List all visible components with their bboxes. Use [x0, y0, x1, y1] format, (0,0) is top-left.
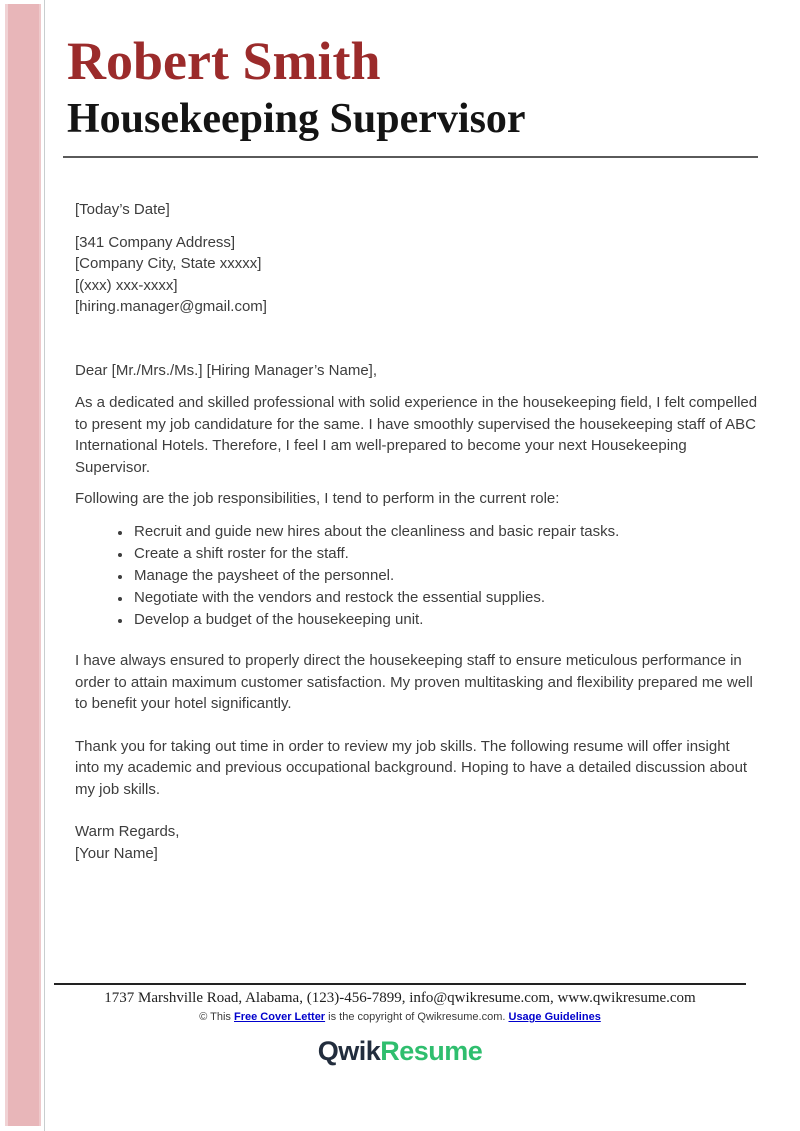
date-placeholder: [Today’s Date]: [75, 201, 170, 218]
footer-contact-line: 1737 Marshville Road, Alabama, (123)-456-7899, info@qwikresume.com, www.qwikresume.com: [104, 990, 696, 1006]
closing-paragraph: I have always ensured to properly direct the housekeeping staff to ensure meticulous performance in order to attain maximum customer satisfaction. My proven multitasking and flexibility prepared me well to benefit your hotel significantly.: [75, 652, 753, 712]
copyright-text: © This: [199, 1011, 234, 1023]
usage-guidelines-link[interactable]: Usage Guidelines: [508, 1011, 601, 1023]
letter-body: [75, 199, 758, 864]
logo-text-resume: Resume: [380, 1036, 483, 1066]
copyright-text: is the copyright of Qwikresume.com.: [325, 1011, 509, 1023]
list-item: • Recruit and guide new hires about the cleanliness and basic repair tasks.: [132, 521, 758, 543]
left-accent-divider-line: [44, 0, 45, 1131]
salutation: Dear [Mr./Mrs./Ms.] [Hiring Manager’s Name],: [75, 361, 378, 379]
address-line: [hiring.manager@gmail.com]: [75, 298, 267, 315]
closing-paragraph: Thank you for taking out time in order to review my job skills. The following resume will offer insight into my academic and previous occupational background. Hoping to have a detailed discussion about my job skills.: [75, 737, 748, 798]
list-item: • Manage the paysheet of the personnel.: [132, 565, 758, 587]
address-line: [Company City, State xxxxx]: [75, 255, 262, 272]
signature-placeholder: [Your Name]: [75, 844, 158, 862]
page-footer: [0, 983, 800, 1067]
list-item: • Develop a budget of the housekeeping unit.: [132, 609, 758, 631]
list-item: • Negotiate with the vendors and restock the essential supplies.: [132, 587, 758, 609]
intro-paragraph: As a dedicated and skilled professional with solid experience in the housekeeping field, I felt compelled to present my job candidature for the same. I have smoothly supervised the housekeeping staff of ABC International Hotels. Therefore, I feel I am well-prepared to become your next Housekeeping Supervisor.: [75, 394, 758, 476]
address-line: [341 Company Address]: [75, 233, 236, 251]
responsibilities-intro: Following are the job responsibilities, I tend to perform in the current role:: [75, 490, 560, 507]
footer-divider: [54, 983, 746, 985]
recipient-address-block: [75, 232, 758, 318]
footer-copyright-line: [0, 1011, 800, 1023]
left-accent-bar: [5, 4, 41, 1126]
free-cover-letter-link[interactable]: Free Cover Letter: [234, 1011, 326, 1023]
applicant-name: Robert Smith: [67, 31, 381, 91]
responsibilities-list: [75, 521, 758, 631]
qwikresume-logo: [0, 1036, 800, 1067]
letter-content: [67, 0, 758, 864]
job-title: Housekeeping Supervisor: [67, 96, 526, 142]
list-item: • Create a shift roster for the staff.: [132, 543, 758, 565]
header-divider: [63, 156, 758, 158]
sign-off: Warm Regards,: [75, 823, 180, 840]
address-line: [(xxx) xxx-xxxx]: [75, 276, 178, 294]
logo-text-qwik: Qwik: [317, 1036, 381, 1066]
